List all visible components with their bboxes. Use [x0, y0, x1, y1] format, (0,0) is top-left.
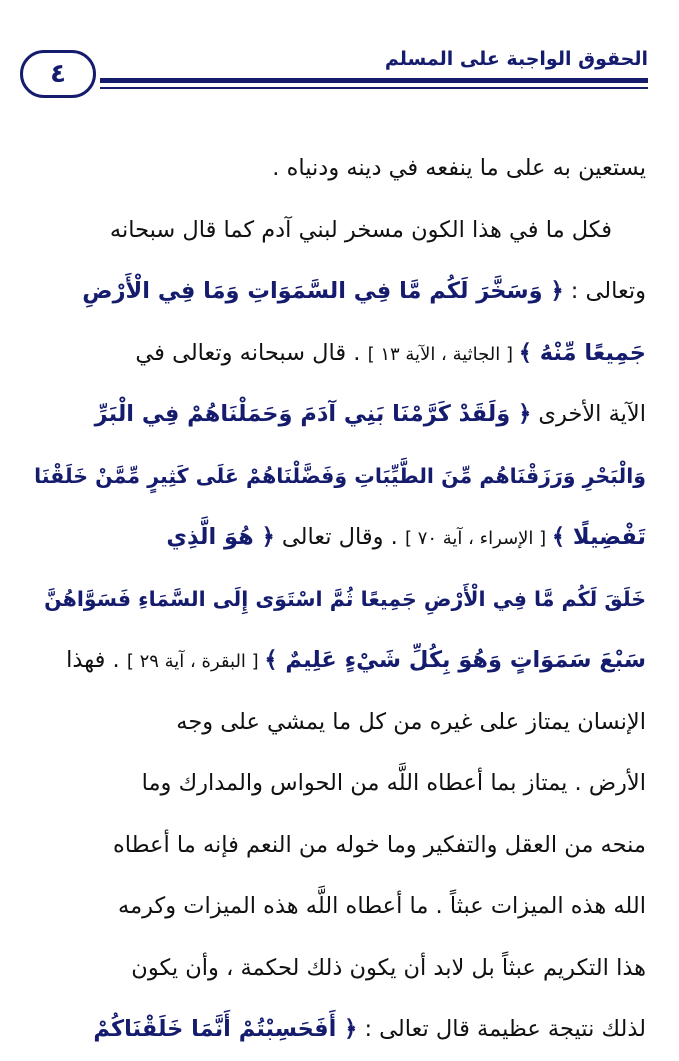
text-line [34, 446, 646, 508]
text-run: منحه من العقل والتفكير وما خوله من النعم فإنه ما أعطاه [112, 831, 646, 858]
text-run: وتعالى : [563, 278, 646, 304]
text-run: . قال سبحانه وتعالى في [135, 339, 368, 366]
text-run: فكل ما في هذا الكون مسخر لبني آدم كما قال سبحانه [109, 216, 612, 243]
verse-reference: [ البقرة ، آية ٢٩ ] [126, 651, 265, 672]
text-run: الله هذه الميزات عبثاً . ما أعطاه اللَّه هذه الميزات وكرمه [118, 893, 646, 919]
quran-verse: ﴿ أَفَحَسِبْتُمْ أَنَّمَا خَلَقْنَاكُمْ [93, 1016, 358, 1042]
body-text [34, 138, 646, 1061]
text-line [34, 630, 646, 692]
text-run: الإنسان يمتاز على غيره من كل ما يمشي على وجه [176, 708, 646, 735]
quran-verse: وَالْبَحْرِ وَرَزَقْنَاهُم مِّنَ الطَّيِّبَاتِ وَفَضَّلْنَاهُمْ عَلَى كَثِيرٍ مِّمَّنْ خَلَقْنَا [34, 463, 646, 488]
text-run: الآية الأخرى [531, 401, 646, 427]
header-rule-thick [100, 78, 648, 83]
text-run: الأرض . يمتاز بما أعطاه اللَّه من الحواس والمدارك وما [141, 770, 646, 796]
quran-verse: جَمِيعًا مِّنْهُ ﴾ [518, 339, 646, 366]
text-line [34, 384, 646, 446]
quran-verse: خَلَقَ لَكُم مَّا فِي الْأَرْضِ جَمِيعًا ثُمَّ اسْتَوَى إِلَى السَّمَاءِ فَسَوَّاهُنَّ [44, 586, 646, 611]
book-title: الحقوق الواجبة على المسلم [384, 48, 648, 70]
text-line [34, 815, 646, 877]
verse-reference: [ الجاثية ، الآية ١٣ ] [367, 343, 519, 365]
text-run: يستعين به على ما ينفعه في دينه ودنياه . [272, 155, 646, 181]
text-line [34, 692, 646, 754]
text-run: . فهذا [66, 647, 127, 673]
text-line [34, 999, 646, 1061]
text-line [34, 138, 646, 200]
quran-verse: تَفْضِيلًا ﴾ [551, 524, 646, 550]
text-line [34, 753, 646, 815]
quran-verse: ﴿ وَلَقَدْ كَرَّمْنَا بَنِي آدَمَ وَحَمَلْنَاهُمْ فِي الْبَرِّ [94, 401, 532, 427]
verse-reference: [ الإسراء ، آية ٧٠ ] [404, 528, 552, 549]
text-line [34, 261, 646, 323]
text-line [34, 200, 646, 262]
quran-verse: سَبْعَ سَمَوَاتٍ وَهُوَ بِكُلِّ شَيْءٍ عَلِيمٌ ﴾ [264, 647, 646, 673]
quran-verse: ﴿ وَسَخَّرَ لَكُم مَّا فِي السَّمَوَاتِ وَمَا فِي الْأَرْضِ [82, 278, 564, 304]
text-run: . وقال تعالى [274, 524, 405, 550]
text-line [34, 323, 646, 385]
text-line [34, 938, 646, 1000]
text-run: هذا التكريم عبثاً بل لابد أن يكون ذلك لحكمة ، وأن يكون [131, 954, 646, 981]
quran-verse: ﴿ هُوَ الَّذِي [166, 524, 275, 550]
text-line [34, 569, 646, 631]
page-number: ٤ [20, 50, 96, 98]
header-rule-thin [100, 87, 648, 89]
page-header [20, 48, 648, 108]
text-line [34, 507, 646, 569]
text-line [34, 876, 646, 938]
text-run: لذلك نتيجة عظيمة قال تعالى : [357, 1016, 646, 1042]
